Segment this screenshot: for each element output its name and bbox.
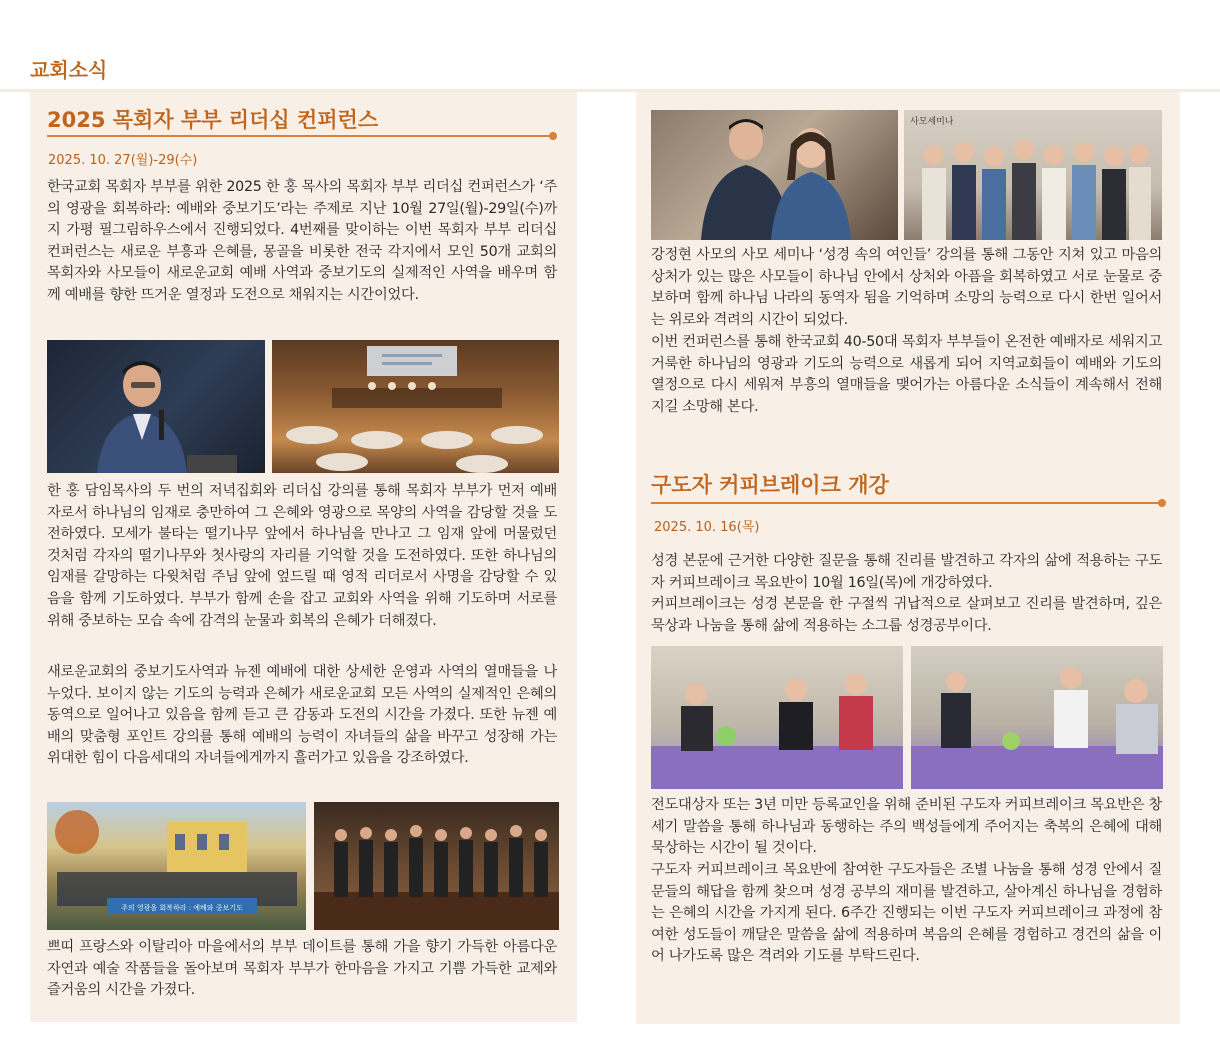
seminar-group-photo bbox=[904, 110, 1162, 240]
couple-photo bbox=[651, 110, 898, 240]
seminar-tag: 사모세미나 bbox=[910, 117, 954, 127]
discussion-illustration bbox=[911, 646, 1163, 789]
worship-hall-photo bbox=[272, 340, 559, 473]
discussion-photo bbox=[911, 646, 1163, 789]
article-title: 구도자 커피브레이크 개강 bbox=[651, 473, 889, 497]
title-divider bbox=[651, 502, 1163, 504]
article-paragraph: 전도대상자 또는 3년 미만 등록교인을 위해 준비된 구도자 커피브레이크 목요반은 창세기 말씀을 통해 하나님과 동행하는 주의 백성들에게 주어지는 축복의 은혜에 대해 묵상하는 시간이 될 것이다. bbox=[651, 797, 1162, 857]
title-divider bbox=[47, 135, 554, 137]
article-date: 2025. 10. 27(월)-29(수) bbox=[48, 153, 198, 168]
article-paragraph: 새로운교회의 중보기도사역과 뉴젠 예배에 대한 상세한 운영과 사역의 열매들을 나누었다. 보이지 않는 기도의 능력과 은혜가 새로운교회 모든 사역의 실제적인 은혜의 동역으로 일어나고 있음을 함께 듣고 큰 감동과 도전의 시간을 가졌다. 또한 뉴젠 예배의 맞춤형 포인트 강의를 통해 예배의 능력이 자녀들의 삶을 바꾸고 성장해 가는 위대한 힘이 다음세대의 자녀들에게까지 흘러가고 있음을 강조하였다. bbox=[47, 664, 557, 767]
article-paragraph: 쁘띠 프랑스와 이탈리아 마을에서의 부부 데이트를 통해 가을 향기 가득한 아름다운 자연과 예술 작품들을 돌아보며 목회자 부부가 한마음을 가지고 기쁨 가득한 교제와 즐거움의 시간을 가졌다. bbox=[47, 939, 557, 999]
article-paragraph: 한 홍 담임목사의 두 번의 저녁집회와 리더십 강의를 통해 목회자 부부가 먼저 예배자로서 하나님의 임재로 충만하여 그 은혜와 영광으로 목양의 사역을 감당할 것을 도전하였다. 모세가 불타는 떨기나무 앞에서 하나님을 만나고 그 임재 앞에 머물렀던 것처럼 각자의 떨기나무와 첫사랑의 자리를 기억할 것을 도전하였다. 또한 하나님의 임재를 갈망하는 다윗처럼 주님 앞에 엎드릴 때 영적 리더로서 사명을 감당할 수 있음을 함께 기도하였다. 부부가 함께 손을 잡고 교회와 사역을 위해 기도하며 서로를 위해 중보하는 모습 속에 감격의 눈물과 회복의 은혜가 더해졌다. bbox=[47, 483, 557, 629]
group-outdoor-illustration bbox=[47, 802, 306, 930]
article-date: 2025. 10. 16(목) bbox=[654, 520, 760, 535]
left-panel bbox=[30, 92, 577, 1022]
seminar-group-illustration bbox=[904, 110, 1162, 240]
speaker-photo bbox=[47, 340, 265, 473]
article-title: 2025 목회자 부부 리더십 컨퍼런스 bbox=[47, 108, 379, 132]
bible-study-photo bbox=[651, 646, 903, 789]
article-paragraph: 구도자 커피브레이크 목요반에 참여한 구도자들은 조별 나눔을 통해 성경 안에서 질문들의 해답을 함께 찾으며 성경 공부의 재미를 발견하고, 살아계신 하나님을 경험하는 은혜의 시간을 가지게 된다. 6주간 진행되는 이번 구도자 커피브레이크 과정에 참여한 성도들이 깨달은 말씀을 삶에 적용하며 복음의 은혜를 경험하고 경건의 삶을 이어 나가도록 많은 격려와 기도를 부탁드린다. bbox=[651, 862, 1162, 965]
article-paragraph: 이번 컨퍼런스를 통해 한국교회 40-50대 목회자 부부들이 온전한 예배자로 세워지고 거룩한 하나님의 영광과 기도의 능력으로 새롭게 되어 지역교회들이 예배와 기도의 열정으로 다시 세워져 부흥의 열매들을 맺어가는 아름다운 소식들이 계속해서 전해지길 소망해 본다. bbox=[651, 334, 1162, 415]
article-paragraph: 강정현 사모의 사모 세미나 ‘성경 속의 여인들’ 강의를 통해 그동안 지쳐 있고 마음의 상처가 있는 많은 사모들이 하나님 안에서 상처와 아픔을 회복하였고 서로 눈물로 중보하며 함께 하나님 나라의 동역자 됨을 기억하며 소망의 능력으로 다시 한번 일어서는 위로와 격려의 시간이 되었다. bbox=[651, 247, 1162, 328]
article-paragraph: 성경 본문에 근거한 다양한 질문을 통해 진리를 발견하고 각자의 삶에 적용하는 구도자 커피브레이크 목요반이 10월 16일(목)에 개강하였다. bbox=[651, 553, 1162, 591]
bible-study-illustration bbox=[651, 646, 903, 789]
speaker-illustration bbox=[47, 340, 265, 473]
section-title: 교회소식 bbox=[30, 58, 108, 82]
banner-text: 주의 영광을 회복하라 : 예배와 중보기도 bbox=[121, 904, 243, 912]
couple-illustration bbox=[651, 110, 898, 240]
stage-prayer-photo bbox=[314, 802, 559, 930]
stage-prayer-illustration bbox=[314, 802, 559, 930]
worship-hall-illustration bbox=[272, 340, 559, 473]
section-header bbox=[0, 0, 1220, 92]
article-paragraph: 한국교회 목회자 부부를 위한 2025 한 홍 목사의 목회자 부부 리더십 컨퍼런스가 ‘주의 영광을 회복하라: 예배와 중보기도’라는 주제로 지난 10월 27일(월)-29일(수)까지 가평 필그림하우스에서 진행되었다. 4번째를 맞이하는 이번 목회자 부부 리더십 컨퍼런스는 새로운 부흥과 은혜를, 몽골을 비롯한 전국 각지에서 모인 50개 교회의 목회자와 사모들이 새로운교회 예배 사역과 중보기도의 실제적인 사역을 배우며 함께 예배를 향한 뜨거운 열정과 도전으로 채워지는 시간이었다. bbox=[47, 179, 557, 303]
article-paragraph: 커피브레이크는 성경 본문을 한 구절씩 귀납적으로 살펴보고 진리를 발견하며, 깊은 묵상과 나눔을 통해 삶에 적용하는 소그룹 성경공부이다. bbox=[651, 596, 1162, 634]
group-outdoor-photo bbox=[47, 802, 306, 930]
right-panel bbox=[636, 92, 1180, 1024]
